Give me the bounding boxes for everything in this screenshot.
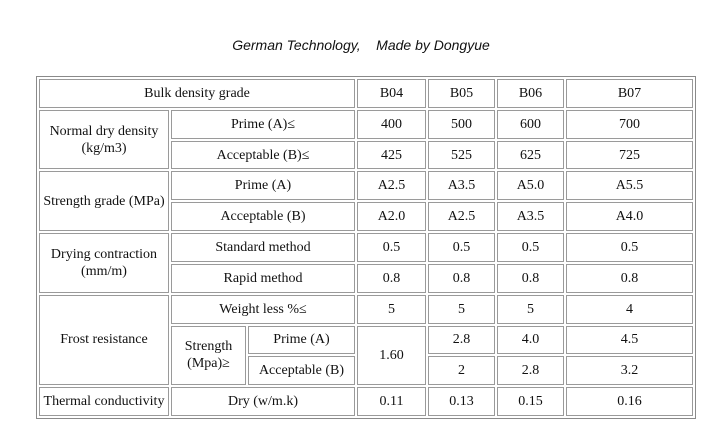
strength-grade-label: Strength grade (MPa) [39, 171, 169, 231]
drying-contraction-label: Drying contraction (mm/m) [39, 233, 169, 293]
table-cell: 0.5 [566, 233, 693, 262]
table-row [39, 171, 693, 200]
table-cell: 0.8 [497, 264, 564, 293]
table-cell: A5.0 [497, 171, 564, 200]
table-cell: 2 [428, 356, 495, 385]
frost-strength-acceptable-label: Acceptable (B) [248, 356, 355, 385]
table-cell: 425 [357, 141, 426, 170]
table-cell: 3.2 [566, 356, 693, 385]
table-cell: 4.5 [566, 326, 693, 355]
page-heading: German Technology, Made by Dongyue [232, 37, 490, 53]
table-cell: 2.8 [497, 356, 564, 385]
table-cell: 0.11 [357, 387, 426, 416]
table-row [39, 387, 693, 416]
table-cell: 725 [566, 141, 693, 170]
table-cell: 4.0 [497, 326, 564, 355]
strength-grade-prime-label: Prime (A) [171, 171, 355, 200]
table-cell: 0.5 [428, 233, 495, 262]
standard-method-label: Standard method [171, 233, 355, 262]
table-cell: A3.5 [497, 202, 564, 231]
table-cell: A4.0 [566, 202, 693, 231]
rapid-method-label: Rapid method [171, 264, 355, 293]
thermal-conductivity-label: Thermal conductivity [39, 387, 169, 416]
table-cell: 0.16 [566, 387, 693, 416]
normal-dry-density-label: Normal dry density (kg/m3) [39, 110, 169, 170]
table-cell: 2.8 [428, 326, 495, 355]
table-cell: A2.5 [428, 202, 495, 231]
grade-b07-header: B07 [566, 79, 693, 108]
table-cell: 525 [428, 141, 495, 170]
table-cell: A5.5 [566, 171, 693, 200]
weight-less-label: Weight less %≤ [171, 295, 355, 324]
table-cell: 0.8 [566, 264, 693, 293]
table-cell: 400 [357, 110, 426, 139]
table-cell: 600 [497, 110, 564, 139]
grade-b04-header: B04 [357, 79, 426, 108]
table-cell: 0.8 [357, 264, 426, 293]
table-cell: 0.5 [357, 233, 426, 262]
grade-b05-header: B05 [428, 79, 495, 108]
frost-strength-label: Strength (Mpa)≥ [171, 326, 246, 386]
table-cell: 625 [497, 141, 564, 170]
table-cell: 4 [566, 295, 693, 324]
table-cell: 0.8 [428, 264, 495, 293]
strength-grade-acceptable-label: Acceptable (B) [171, 202, 355, 231]
table-cell: A2.0 [357, 202, 426, 231]
table-cell: 1.60 [357, 326, 426, 386]
grade-b06-header: B06 [497, 79, 564, 108]
table-header-row [39, 79, 693, 108]
table-cell: 0.13 [428, 387, 495, 416]
table-row [39, 295, 693, 324]
table-cell: 0.5 [497, 233, 564, 262]
table-cell: 0.15 [497, 387, 564, 416]
table-cell: 5 [357, 295, 426, 324]
bulk-density-spec-table [36, 76, 696, 419]
dry-conductivity-label: Dry (w/m.k) [171, 387, 355, 416]
bulk-density-grade-header: Bulk density grade [39, 79, 355, 108]
table-cell: 5 [497, 295, 564, 324]
table-row [39, 233, 693, 262]
dry-density-acceptable-label: Acceptable (B)≤ [171, 141, 355, 170]
table-row [39, 110, 693, 139]
table-cell: A2.5 [357, 171, 426, 200]
table-cell: 500 [428, 110, 495, 139]
dry-density-prime-label: Prime (A)≤ [171, 110, 355, 139]
frost-resistance-label: Frost resistance [39, 295, 169, 385]
table-cell: 5 [428, 295, 495, 324]
table-cell: 700 [566, 110, 693, 139]
frost-strength-prime-label: Prime (A) [248, 326, 355, 355]
table-cell: A3.5 [428, 171, 495, 200]
